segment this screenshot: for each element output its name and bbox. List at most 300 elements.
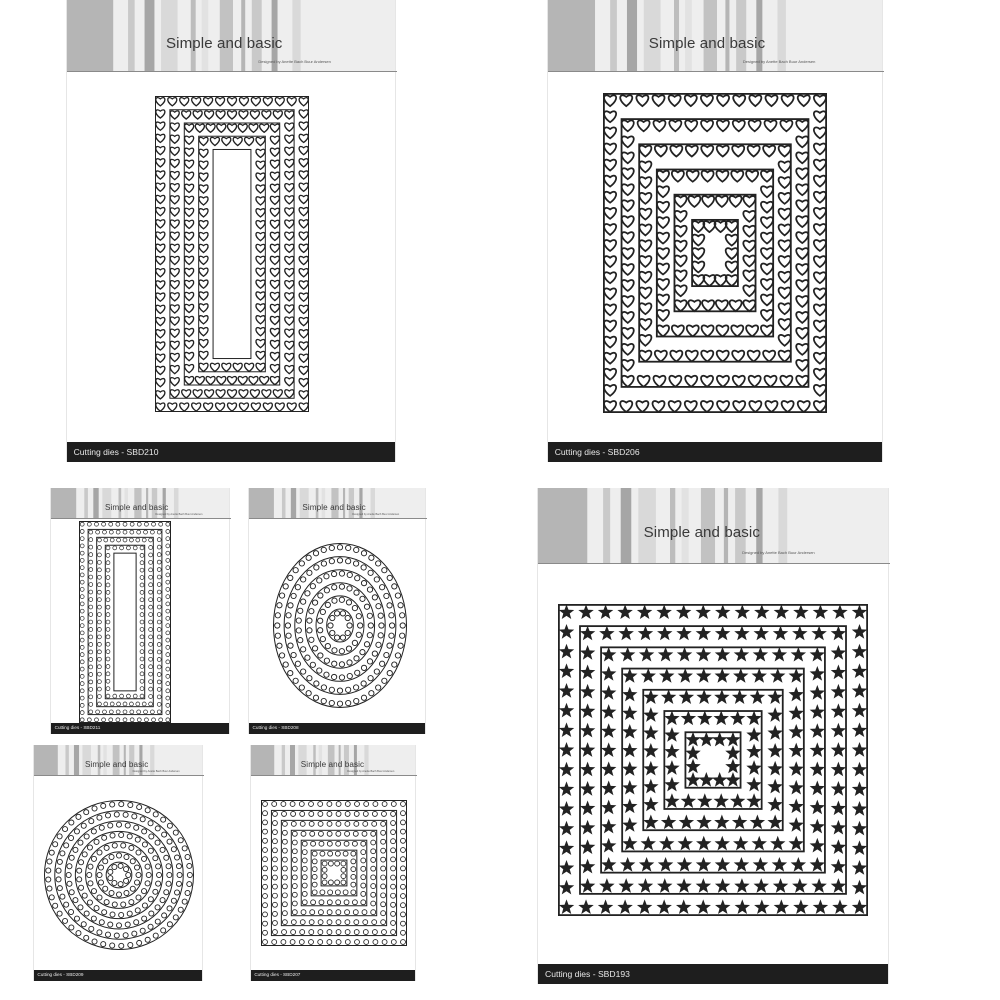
star-cutout <box>664 727 679 742</box>
circle-cutout <box>140 642 144 646</box>
circle-cutout <box>371 866 376 871</box>
circle-cutout <box>400 623 405 628</box>
star-cutout <box>622 798 637 813</box>
star-cutout <box>746 711 761 726</box>
circle-cutout <box>80 696 84 700</box>
circle-cutout <box>96 530 100 534</box>
heart-cutout <box>688 300 700 311</box>
circle-cutout <box>97 583 101 587</box>
heart-cutout <box>199 137 208 145</box>
product-card-sbd207[interactable] <box>250 745 416 981</box>
circle-cutout <box>123 702 127 706</box>
star-cutout <box>559 821 574 836</box>
die-ring <box>105 545 144 699</box>
heart-cutout <box>193 390 202 398</box>
heart-cutout <box>732 146 744 157</box>
circle-cutout <box>381 848 386 853</box>
star-cutout <box>643 815 658 830</box>
heart-cutout <box>814 192 826 203</box>
circle-cutout <box>130 530 134 534</box>
circle-cutout <box>116 923 121 928</box>
star-cutout <box>601 742 616 757</box>
circle-cutout <box>103 859 108 864</box>
heart-cutout <box>206 376 215 384</box>
heart-cutout <box>743 285 755 296</box>
heart-cutout <box>733 120 745 131</box>
heart-cutout <box>185 304 194 312</box>
star-cutout <box>725 732 740 747</box>
header-divider <box>249 518 427 519</box>
circle-cutout <box>84 834 89 839</box>
star-cutout <box>559 663 574 678</box>
circle-cutout <box>120 694 124 698</box>
circle-cutout <box>395 593 400 598</box>
heart-cutout <box>217 376 226 384</box>
circle-cutout <box>110 538 114 542</box>
circle-cutout <box>166 696 170 700</box>
heart-cutout <box>639 209 651 220</box>
star-cutout <box>852 624 867 639</box>
circle-cutout <box>372 920 377 925</box>
circle-cutout <box>81 922 86 927</box>
die-frame <box>45 801 194 950</box>
circle-cutout <box>166 667 170 671</box>
circle-cutout <box>367 613 372 618</box>
circle-cutout <box>362 831 367 836</box>
circle-cutout <box>391 921 396 926</box>
product-card-sbd209[interactable] <box>33 745 203 981</box>
heart-cutout <box>245 137 254 145</box>
circle-cutout <box>89 687 93 691</box>
heart-cutout <box>285 341 294 349</box>
die-frame <box>106 862 132 888</box>
circle-cutout <box>119 912 124 917</box>
star-cutout <box>852 722 867 737</box>
heart-cutout <box>270 208 279 216</box>
star-cutout <box>622 780 637 795</box>
circle-cutout <box>140 817 145 822</box>
circle-cutout <box>318 930 323 935</box>
circle-cutout <box>361 850 366 855</box>
heart-cutout <box>653 376 665 387</box>
circle-cutout <box>302 875 307 880</box>
circle-cutout <box>398 603 403 608</box>
circle-cutout <box>324 588 329 593</box>
circle-cutout <box>140 613 144 617</box>
circle-cutout <box>272 802 277 807</box>
heart-cutout <box>604 385 616 396</box>
heart-cutout <box>238 124 247 132</box>
circle-cutout <box>157 628 161 632</box>
circle-cutout <box>157 568 161 572</box>
heart-cutout <box>239 390 248 398</box>
heart-cutout <box>270 304 279 312</box>
circle-cutout <box>361 891 366 896</box>
heart-cutout <box>285 390 294 398</box>
star-cutout <box>793 899 808 914</box>
circle-cutout <box>293 678 298 683</box>
circle-cutout <box>97 553 101 557</box>
star-cutout <box>770 668 785 683</box>
heart-cutout <box>256 232 265 240</box>
circle-cutout <box>340 635 345 640</box>
circle-cutout <box>282 839 287 844</box>
circle-cutout <box>327 900 332 905</box>
heart-cutout <box>604 353 616 364</box>
star-cutout <box>699 732 714 747</box>
circle-cutout <box>142 538 146 542</box>
heart-cutout <box>199 197 208 205</box>
circle-cutout <box>343 851 348 856</box>
circle-cutout <box>89 650 93 654</box>
circle-cutout <box>317 578 322 583</box>
circle-cutout <box>166 703 170 707</box>
heart-cutout <box>262 111 271 119</box>
circle-cutout <box>114 812 119 817</box>
heart-cutout <box>299 134 308 142</box>
circle-cutout <box>318 940 323 945</box>
circle-cutout <box>149 672 153 676</box>
heart-cutout <box>270 280 279 288</box>
heart-cutout <box>199 316 208 324</box>
circle-cutout <box>94 718 98 722</box>
circle-cutout <box>97 695 101 699</box>
circle-cutout <box>282 866 287 871</box>
circle-cutout <box>106 561 110 565</box>
heart-cutout <box>639 288 651 299</box>
heart-cutout <box>185 280 194 288</box>
heart-cutout <box>256 197 265 205</box>
circle-cutout <box>346 646 351 651</box>
star-cutout <box>810 781 825 796</box>
circle-cutout <box>401 930 406 935</box>
circle-cutout <box>140 583 144 587</box>
circle-cutout <box>156 872 161 877</box>
heart-cutout <box>170 365 179 373</box>
circle-cutout <box>378 613 383 618</box>
heart-cutout <box>270 220 279 228</box>
heart-cutout <box>199 232 208 240</box>
star-cutout <box>852 742 867 757</box>
circle-cutout <box>272 911 277 916</box>
circle-cutout <box>162 913 167 918</box>
circle-cutout <box>140 590 144 594</box>
circle-cutout <box>144 522 148 526</box>
heart-cutout <box>285 305 294 313</box>
heart-cutout <box>761 264 773 275</box>
star-cutout <box>767 779 782 794</box>
circle-cutout <box>125 823 130 828</box>
die-frame <box>639 144 791 361</box>
heart-cutout <box>743 300 755 311</box>
star-cutout <box>774 604 789 619</box>
product-card-sbd210[interactable] <box>66 0 396 462</box>
circle-cutout <box>97 815 102 820</box>
heart-cutout <box>604 208 616 219</box>
heart-cutout <box>185 376 194 384</box>
circle-cutout <box>355 940 360 945</box>
circle-cutout <box>89 643 93 647</box>
heart-cutout <box>796 168 808 179</box>
star-cutout <box>789 705 804 720</box>
heart-cutout <box>270 256 279 264</box>
circle-cutout <box>384 593 389 598</box>
circle-cutout <box>103 710 107 714</box>
circle-cutout <box>89 635 93 639</box>
circle-cutout <box>263 820 268 825</box>
circle-cutout <box>401 940 406 945</box>
brand-name: Simple and basic <box>166 34 283 52</box>
heart-cutout <box>657 171 669 182</box>
heart-cutout <box>156 391 165 399</box>
heart-cutout <box>285 329 294 337</box>
product-card-sbd211[interactable] <box>50 488 230 734</box>
heart-cutout <box>761 233 773 244</box>
circle-cutout <box>371 849 376 854</box>
circle-cutout <box>364 642 369 647</box>
circle-cutout <box>318 802 323 807</box>
circle-cutout <box>336 841 341 846</box>
circle-cutout <box>299 802 304 807</box>
star-cutout <box>580 859 595 874</box>
heart-cutout <box>263 403 272 411</box>
circle-cutout <box>392 584 397 589</box>
circle-cutout <box>117 702 121 706</box>
circle-cutout <box>132 931 137 936</box>
circle-cutout <box>275 613 280 618</box>
star-cutout <box>792 626 807 641</box>
circle-cutout <box>137 940 142 945</box>
circle-cutout <box>317 668 322 673</box>
heart-cutout <box>227 98 236 106</box>
circle-cutout <box>114 933 119 938</box>
circle-cutout <box>313 695 318 700</box>
circle-cutout <box>354 920 359 925</box>
circle-cutout <box>80 595 84 599</box>
star-cutout <box>681 711 696 726</box>
heart-cutout <box>299 232 308 240</box>
circle-cutout <box>80 645 84 649</box>
circle-cutout <box>330 615 335 620</box>
circle-cutout <box>354 821 359 826</box>
star-cutout <box>638 878 653 893</box>
star-cutout <box>659 668 674 683</box>
circle-cutout <box>89 553 93 557</box>
circle-cutout <box>80 609 84 613</box>
circle-cutout <box>160 898 165 903</box>
circle-cutout <box>89 598 93 602</box>
circle-cutout <box>371 901 376 906</box>
circle-cutout <box>155 905 160 910</box>
header-divider <box>251 775 417 776</box>
star-cutout <box>637 604 652 619</box>
circle-cutout <box>185 890 190 895</box>
star-cutout <box>559 683 574 698</box>
circle-cutout <box>161 928 166 933</box>
circle-cutout <box>126 694 130 698</box>
star-cutout <box>559 880 574 895</box>
circle-cutout <box>149 568 153 572</box>
circle-cutout <box>171 847 176 852</box>
product-card-sbd206[interactable] <box>547 0 883 462</box>
circle-cutout <box>387 575 392 580</box>
star-cutout <box>810 647 825 662</box>
star-cutout <box>810 838 825 853</box>
circle-cutout <box>116 853 121 858</box>
circle-cutout <box>391 930 396 935</box>
heart-cutout <box>657 233 669 244</box>
circle-cutout <box>103 530 107 534</box>
circle-cutout <box>157 695 161 699</box>
star-cutout <box>664 760 679 775</box>
star-cutout <box>601 704 616 719</box>
die-frame <box>281 820 386 925</box>
circle-cutout <box>157 598 161 602</box>
circle-cutout <box>300 811 305 816</box>
heart-cutout <box>639 351 651 362</box>
circle-cutout <box>157 672 161 676</box>
die-ring <box>321 860 347 886</box>
star-cutout <box>746 744 761 759</box>
heart-cutout <box>270 352 279 360</box>
heart-cutout <box>657 186 669 197</box>
circle-cutout <box>309 609 314 614</box>
star-cutout <box>659 836 674 851</box>
circle-cutout <box>153 933 158 938</box>
circle-cutout <box>286 613 291 618</box>
circle-cutout <box>166 566 170 570</box>
star-cutout <box>618 878 633 893</box>
product-caption: Cutting dies - SBD193 <box>538 964 888 984</box>
heart-cutout <box>204 403 213 411</box>
die-ring <box>685 732 740 788</box>
circle-cutout <box>157 538 161 542</box>
heart-cutout <box>156 208 165 216</box>
heart-cutout <box>180 403 189 411</box>
heart-cutout <box>814 304 826 315</box>
star-cutout <box>601 819 616 834</box>
star-cutout <box>601 647 616 662</box>
circle-cutout <box>137 805 142 810</box>
circle-cutout <box>328 861 333 866</box>
star-cutout <box>734 626 749 641</box>
heart-cutout <box>796 184 808 195</box>
heart-cutout <box>182 390 191 398</box>
heart-cutout <box>185 220 194 228</box>
heart-cutout <box>256 316 265 324</box>
heart-cutout <box>270 292 279 300</box>
circle-cutout <box>157 687 161 691</box>
circle-cutout <box>320 890 325 895</box>
circle-cutout <box>389 633 394 638</box>
circle-cutout <box>97 620 101 624</box>
circle-cutout <box>367 659 372 664</box>
circle-cutout <box>263 811 268 816</box>
heart-cutout <box>730 300 742 311</box>
star-cutout <box>715 836 730 851</box>
circle-cutout <box>89 710 93 714</box>
circle-cutout <box>288 643 293 648</box>
circle-cutout <box>391 857 396 862</box>
heart-cutout <box>299 293 308 301</box>
circle-cutout <box>371 892 376 897</box>
heart-cutout <box>604 369 616 380</box>
circle-cutout <box>136 850 141 855</box>
circle-cutout <box>106 650 110 654</box>
heart-cutout <box>299 354 308 362</box>
circle-cutout <box>346 559 351 564</box>
circle-cutout <box>97 560 101 564</box>
star-cutout <box>664 711 679 726</box>
product-card-sbd208[interactable] <box>248 488 426 734</box>
die-ring <box>580 626 846 894</box>
star-cutout <box>578 899 593 914</box>
die-frame <box>170 110 294 399</box>
circle-cutout <box>141 889 146 894</box>
circle-cutout <box>82 852 87 857</box>
star-cutout <box>754 899 769 914</box>
circle-cutout <box>124 867 129 872</box>
circle-cutout <box>84 911 89 916</box>
circle-cutout <box>361 580 366 585</box>
star-cutout <box>599 878 614 893</box>
circle-cutout <box>272 884 277 889</box>
circle-cutout <box>116 522 120 526</box>
star-cutout <box>676 899 691 914</box>
circle-cutout <box>401 820 406 825</box>
circle-cutout <box>391 875 396 880</box>
heart-cutout <box>748 146 760 157</box>
circle-cutout <box>339 662 344 667</box>
heart-cutout <box>622 360 634 371</box>
heart-cutout <box>256 339 265 347</box>
heart-cutout <box>185 124 194 132</box>
star-cutout <box>714 793 729 808</box>
heart-cutout <box>299 244 308 252</box>
circle-cutout <box>368 623 373 628</box>
circle-cutout <box>80 537 84 541</box>
circle-cutout <box>89 665 93 669</box>
circle-cutout <box>140 635 144 639</box>
heart-cutout <box>732 351 744 362</box>
circle-cutout <box>288 670 293 675</box>
circle-cutout <box>301 599 306 604</box>
heart-cutout <box>717 146 729 157</box>
die-ring <box>295 570 385 682</box>
circle-cutout <box>142 842 147 847</box>
heart-cutout <box>796 232 808 243</box>
star-cutout <box>767 689 782 704</box>
circle-cutout <box>351 867 356 872</box>
heart-cutout <box>216 403 225 411</box>
heart-cutout <box>299 98 308 106</box>
heart-cutout <box>299 305 308 313</box>
die-ring <box>106 862 132 888</box>
heart-cutout <box>256 185 265 193</box>
heart-cutout <box>701 95 713 106</box>
heart-cutout <box>814 176 826 187</box>
circle-cutout <box>160 847 165 852</box>
product-card-sbd193[interactable] <box>537 488 889 984</box>
circle-cutout <box>282 930 287 935</box>
heart-cutout <box>814 385 826 396</box>
circle-cutout <box>140 598 144 602</box>
star-cutout <box>789 687 804 702</box>
circle-cutout <box>329 700 334 705</box>
header-divider <box>67 71 397 72</box>
star-cutout <box>852 644 867 659</box>
circle-cutout <box>166 638 170 642</box>
